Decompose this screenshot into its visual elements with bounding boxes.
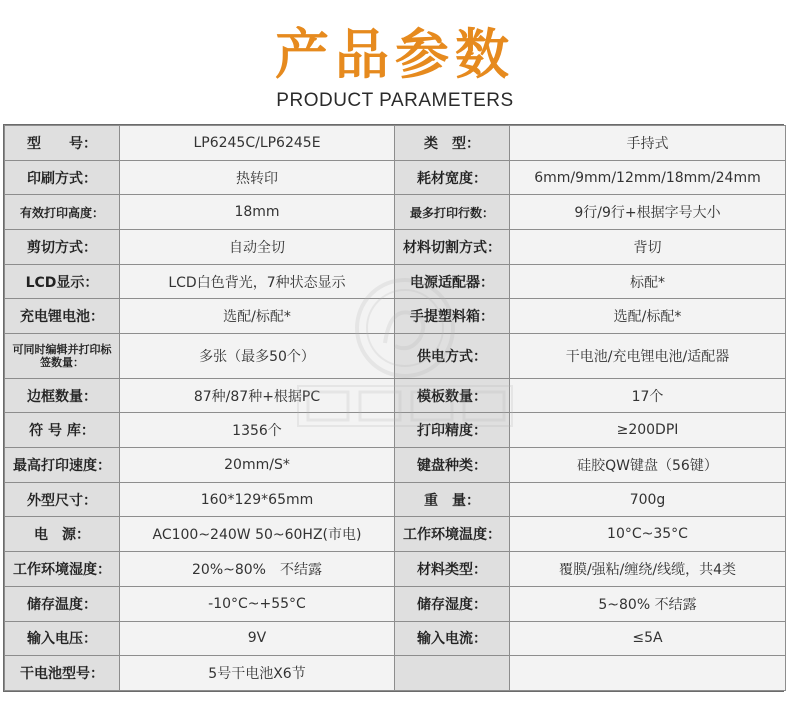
param-value: 20mm/S* (120, 448, 395, 483)
param-value: LP6245C/LP6245E (120, 126, 395, 161)
param-label: 有效打印高度： (5, 195, 120, 230)
param-value: 热转印 (120, 160, 395, 195)
param-value (510, 656, 786, 691)
param-value: ≥200DPI (510, 413, 786, 448)
table-row (5, 160, 786, 195)
param-value: -10°C~+55°C (120, 586, 395, 621)
table-row (5, 378, 786, 413)
param-label: LCD显示： (5, 264, 120, 299)
param-value: 多张（最多50个） (120, 334, 395, 379)
param-label: 充电锂电池： (5, 299, 120, 334)
param-value: 18mm (120, 195, 395, 230)
param-label: 手提塑料箱： (395, 299, 510, 334)
param-label: 耗材宽度： (395, 160, 510, 195)
table-row (5, 126, 786, 161)
table-row (5, 299, 786, 334)
param-label: 键盘种类： (395, 448, 510, 483)
param-label: 输入电流： (395, 621, 510, 656)
param-value: LCD白色背光，7种状态显示 (120, 264, 395, 299)
param-value: 87种/87种+根据PC (120, 378, 395, 413)
param-value: 10°C~35°C (510, 517, 786, 552)
table-row (5, 264, 786, 299)
param-label: 供电方式： (395, 334, 510, 379)
param-value: 6mm/9mm/12mm/18mm/24mm (510, 160, 786, 195)
param-value: 干电池/充电锂电池/适配器 (510, 334, 786, 379)
table-row (5, 656, 786, 691)
param-value: 20%~80% 不结露 (120, 552, 395, 587)
param-value: 1356个 (120, 413, 395, 448)
table-row (5, 413, 786, 448)
table-row (5, 517, 786, 552)
param-value: 覆膜/强粘/缠绕/线缆，共4类 (510, 552, 786, 587)
param-label: 储存温度： (5, 586, 120, 621)
param-label: 剪切方式： (5, 230, 120, 265)
param-label: 输入电压： (5, 621, 120, 656)
param-label: 重 量： (395, 482, 510, 517)
param-label: 最高打印速度： (5, 448, 120, 483)
param-value: 17个 (510, 378, 786, 413)
param-label: 材料切割方式： (395, 230, 510, 265)
table-row (5, 586, 786, 621)
param-label: 印刷方式： (5, 160, 120, 195)
param-value: 9行/9行+根据字号大小 (510, 195, 786, 230)
param-label: 类 型： (395, 126, 510, 161)
param-value: 手持式 (510, 126, 786, 161)
param-label: 边框数量： (5, 378, 120, 413)
param-label: 最多打印行数： (395, 195, 510, 230)
table-row (5, 621, 786, 656)
param-value: ≤5A (510, 621, 786, 656)
param-value: 自动全切 (120, 230, 395, 265)
param-label: 储存湿度： (395, 586, 510, 621)
param-label: 符 号 库： (5, 413, 120, 448)
param-label: 外型尺寸： (5, 482, 120, 517)
table-row (5, 334, 786, 379)
table-row (5, 552, 786, 587)
param-value: 5~80% 不结露 (510, 586, 786, 621)
param-label: 可同时编辑并打印标签数量： (5, 334, 120, 379)
param-label: 材料类型： (395, 552, 510, 587)
param-value: 9V (120, 621, 395, 656)
param-label: 电 源： (5, 517, 120, 552)
param-label: 模板数量： (395, 378, 510, 413)
param-label: 打印精度： (395, 413, 510, 448)
param-value: 160*129*65mm (120, 482, 395, 517)
parameters-table (3, 124, 784, 692)
param-label: 型 号： (5, 126, 120, 161)
param-value: AC100~240W 50~60HZ(市电) (120, 517, 395, 552)
param-value: 700g (510, 482, 786, 517)
param-value: 标配* (510, 264, 786, 299)
param-value: 硅胶QW键盘（56键） (510, 448, 786, 483)
table-row (5, 195, 786, 230)
param-value: 背切 (510, 230, 786, 265)
param-label (395, 656, 510, 691)
table-row (5, 482, 786, 517)
param-value: 5号干电池X6节 (120, 656, 395, 691)
page-title: 产品参数 (275, 23, 515, 86)
table-row (5, 230, 786, 265)
table-row (5, 448, 786, 483)
param-value: 选配/标配* (510, 299, 786, 334)
param-label: 电源适配器： (395, 264, 510, 299)
param-label: 干电池型号： (5, 656, 120, 691)
param-label: 工作环境温度： (395, 517, 510, 552)
param-value: 选配/标配* (120, 299, 395, 334)
page-subtitle: PRODUCT PARAMETERS (276, 90, 514, 111)
param-label: 工作环境湿度： (5, 552, 120, 587)
